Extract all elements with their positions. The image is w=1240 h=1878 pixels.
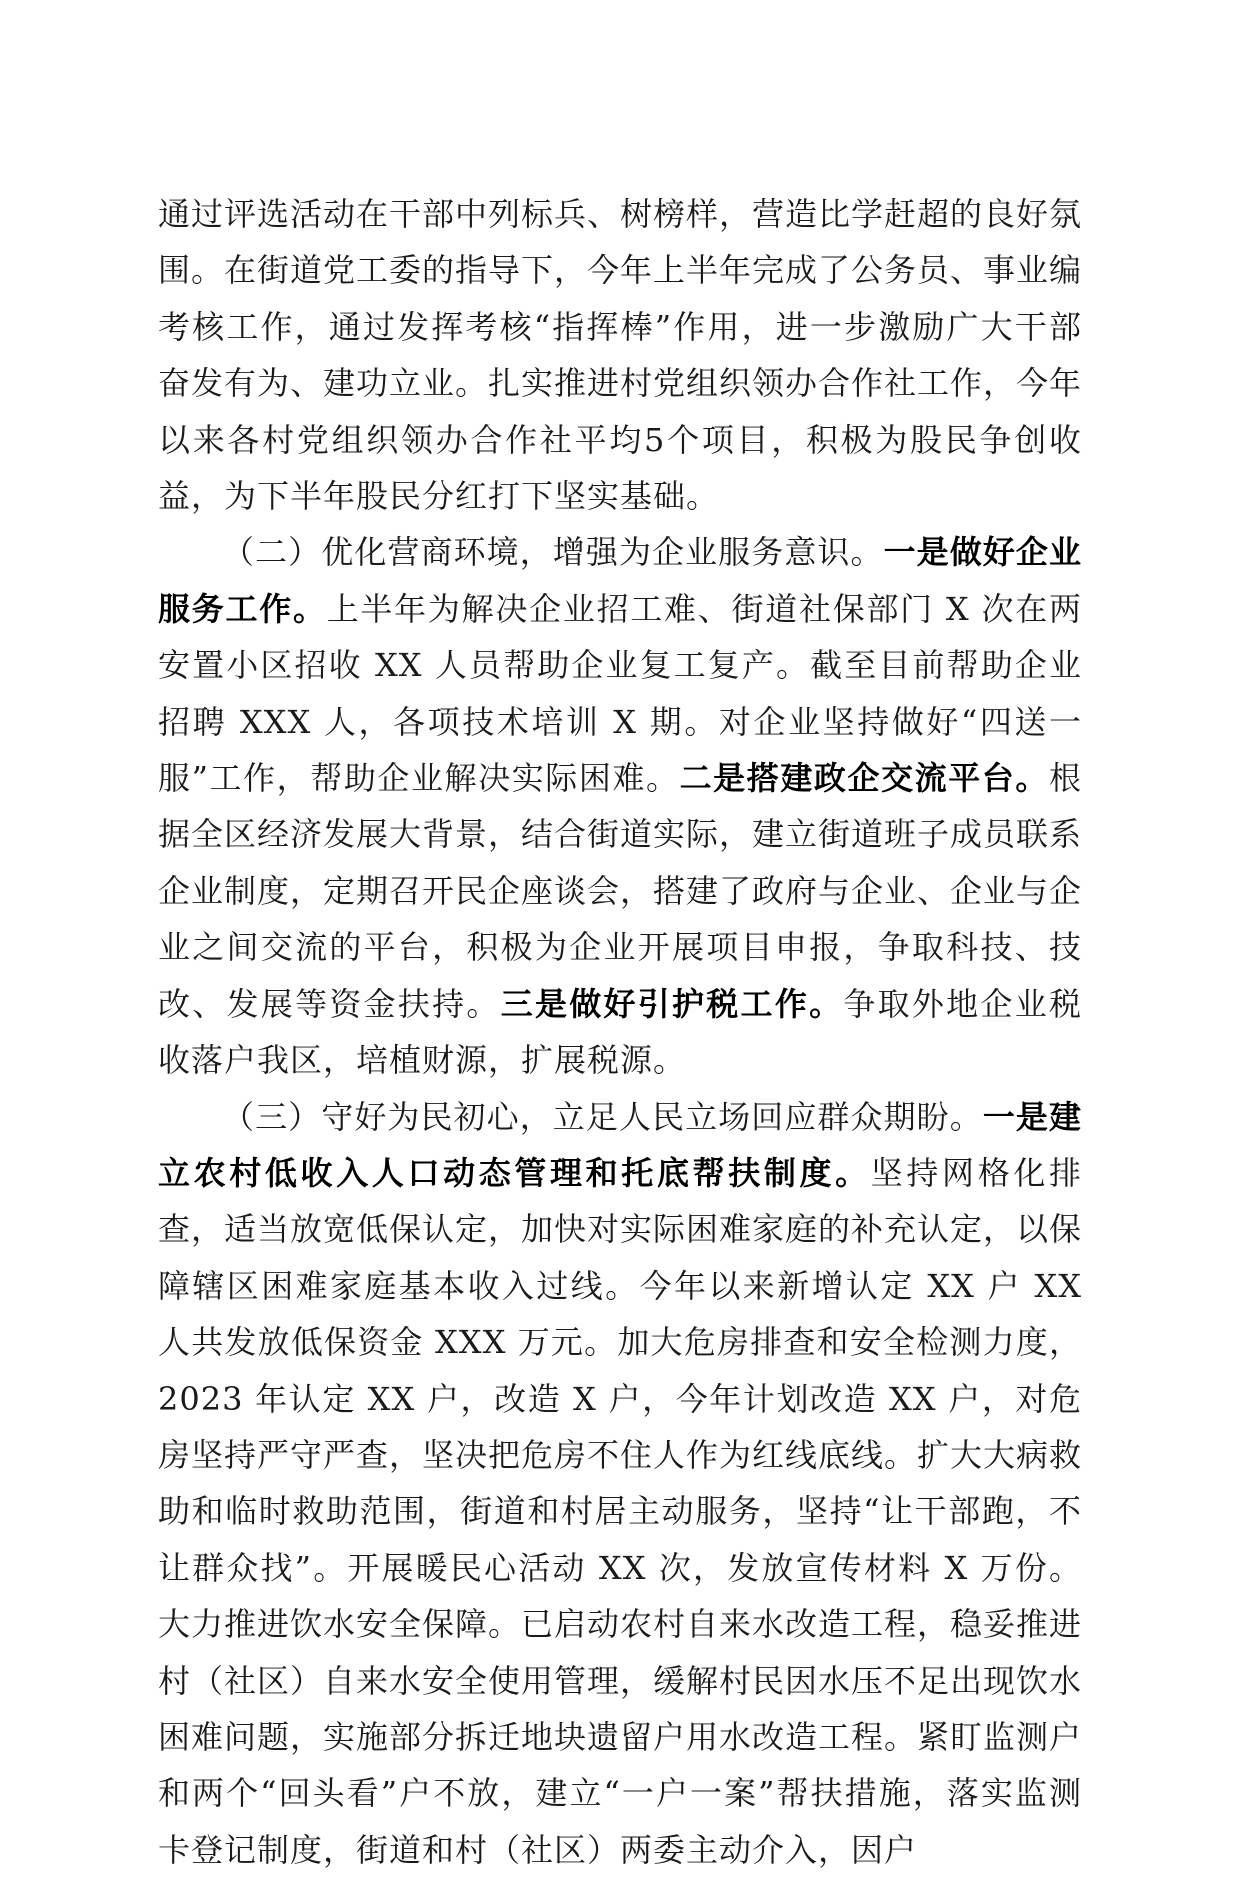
item-text: 坚持网格化排查，适当放宽低保认定，加快对实际困难家庭的补充认定，以保障辖区困难家庭基本收入过线。今年以来新增认定 XX 户 XX 人共发放低保资金 XXX 万元。加大危房排查和安全检测力度，2023 年认定 XX 户，改造 X 户，今年计划改造 XX 户，对危房坚持严守严查，坚决把危房不住人作为红线底线。扩大大病救助和临时救助范围，街道和村居主动服务，坚持“让干部跑，不让群众找”。开展暖民心活动 XX 次，发放宣传材料 X 万份。大力推进饮水安全保障。已启动农村自来水改造工程，稳妥推进村（社区）自来水安全使用管理，缓解村民因水压不足出现饮水困难问题，实施部分拆迁地块遗留户用水改造工程。紧盯监测户和两个“回头看”户不放，建立“一户一案”帮扶措施，落实监测卡登记制度，街道和村（社区）两委主动介入，因户 [158, 1154, 1082, 1869]
item-title: 一是做好企业服务工作。 [158, 533, 1082, 627]
item-text: 根据全区经济发展大背景，结合街道实际，建立街道班子成员联系企业制度，定期召开民企座谈会，搭建了政府与企业、企业与企业之间交流的平台，积极为企业开展项目申报，争取科技、技改、发展等资金扶持。 [158, 759, 1082, 1023]
paragraph-text: 通过评选活动在干部中列标兵、树榜样，营造比学赶超的良好氛围。在街道党工委的指导下，今年上半年完成了公务员、事业编考核工作，通过发挥考核“指挥棒”作用，进一步激励广大干部奋发有为、建功立业。扎实推进村党组织领办合作社工作，今年以来各村党组织领办合作社平均5个项目，积极为股民争创收益，为下半年股民分红打下坚实基础。 [158, 195, 1082, 515]
paragraph-business-environment [158, 524, 1082, 1088]
paragraph-people-livelihood [158, 1089, 1082, 1878]
item-text: 争取外地企业税收落户我区，培植财源，扩展税源。 [158, 985, 1082, 1079]
item-text: 上半年为解决企业招工难、街道社保部门 X 次在两安置小区招收 XX 人员帮助企业复工复产。截至目前帮助企业招聘 XXX 人，各项技术培训 X 期。对企业坚持做好“四送一服”工作，帮助企业解决实际困难。 [158, 590, 1082, 797]
section-heading: （三）守好为民初心，立足人民立场回应群众期盼。 [222, 1098, 983, 1136]
section-heading: （二）优化营商环境，增强为企业服务意识。 [222, 533, 884, 571]
item-title: 三是做好引护税工作。 [501, 985, 844, 1023]
item-title: 一是建立农村低收入人口动态管理和托底帮扶制度。 [158, 1098, 1082, 1192]
document-page [158, 186, 1082, 1878]
paragraph-party-building [158, 186, 1082, 524]
item-title: 二是搭建政企交流平台。 [680, 759, 1049, 797]
